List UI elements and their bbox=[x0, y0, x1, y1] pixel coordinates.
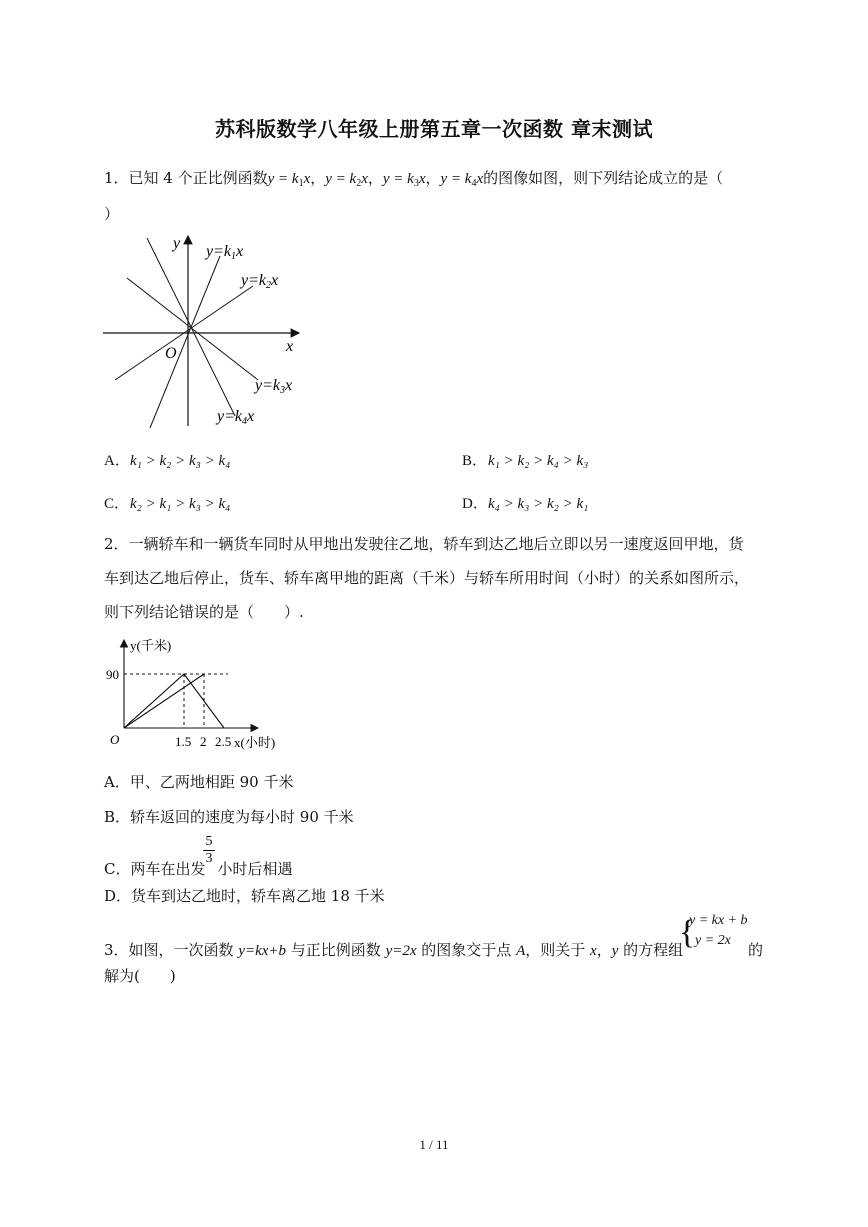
q2-chart bbox=[100, 632, 290, 756]
q1-option-d[interactable]: D．k₄ > k₃ > k₂ > k₁ bbox=[462, 496, 589, 512]
document-page: 苏科版数学八年级上册第五章一次函数 章末测试 1．已知 4 个正比例函数$y = k_1x$，$y = k_2x$，$y = k_3x$，$y = k_4x$的图像如图，则下列结论成立的是（ ） y x O y=k1x y=k2x y=k3x y=k4x A．k₁ > k₂ > k₃ > k₄ B．k₁ > k₂ > k₄ > k₃ C．k₂ > k₁ > k₃ > k₄ D．k₄ > k₃ > k₂ > k₁ 2．一辆轿车和一辆货车同时从甲地出发驶往乙地，轿车到达乙地后立即以另一速度返回甲地，货 车到达乙地后停止，货车、轿车离甲地的距离（千米）与轿车所用时间（小时）的关系如图所示， 则下列结论错误的是（ ）. y(千米) x(小时) O 90 1.5 2 2.5 A．甲、乙两地相距 90 千米 B．轿车返回的速度为每小时 90 千米 C．两车在出发 小时后相遇 $\frac{5}{3}$ D．货车到达乙地时，轿车离乙地 18 千米 3．如图，一次函数 y=kx+b 与正比例函数 y=2x 的图象交于点 A，则关于 x，y 的方程组 { y = kx + b y = 2x 的 解为( ) 1 / 11 bbox=[0, 0, 868, 1227]
q1-line-k4 bbox=[147, 238, 235, 416]
q1-suffix: 的图像如图，则下列结论成立的是（ bbox=[483, 169, 724, 187]
q1-f4: $y = k_4x$ bbox=[440, 171, 484, 189]
q1-label-k1: y=k1x bbox=[206, 243, 244, 262]
q2-stem-line1: 2．一辆轿车和一辆货车同时从甲地出发驶往乙地，轿车到达乙地后立即以另一速度返回甲地，货 bbox=[104, 535, 744, 553]
q1-label-k4: y=k4x bbox=[217, 408, 255, 427]
q2-option-d[interactable]: D．货车到达乙地时，轿车离乙地 18 千米 bbox=[104, 887, 385, 905]
q3-stem-line1: 3．如图，一次函数 y=kx+b 与正比例函数 y=2x 的图象交于点 A，则关于 x，y 的方程组 bbox=[104, 941, 684, 959]
page-number: 1 / 11 bbox=[419, 1137, 449, 1152]
q3-stem-tail: 的 bbox=[748, 941, 764, 959]
q1-option-b[interactable]: B．k₁ > k₂ > k₄ > k₃ bbox=[462, 453, 589, 469]
q1-f1: $y = k_1x$ bbox=[267, 171, 311, 189]
q2-series-car bbox=[124, 674, 224, 728]
q1-f3: $y = k_3x$ bbox=[382, 171, 426, 189]
q2-option-c[interactable]: C．两车在出发 小时后相遇 bbox=[104, 860, 293, 878]
q1-prefix: 1．已知 4 个正比例函数 bbox=[104, 169, 268, 187]
q1-figure bbox=[95, 228, 315, 428]
q2-origin-label: O bbox=[110, 732, 120, 747]
q2-option-b[interactable]: B．轿车返回的速度为每小时 90 千米 bbox=[104, 808, 354, 826]
q1-origin-label: O bbox=[165, 345, 177, 362]
q1-close-paren: ） bbox=[104, 205, 120, 223]
q2-option-c-fraction: $\frac{5}{3}$ bbox=[203, 834, 215, 867]
q1-stem: 1．已知 4 个正比例函数$y = k_1x$，$y = k_2x$，$y = k_3x$，$y = k_4x$的图像如图，则下列结论成立的是（ bbox=[104, 169, 724, 189]
q2-x-tick-2: 2 bbox=[200, 734, 207, 749]
q2-x-tick-1.5: 1.5 bbox=[175, 734, 192, 749]
q2-y-axis-label: y(千米) bbox=[130, 638, 172, 653]
q1-label-k2: y=k2x bbox=[241, 272, 279, 291]
q2-x-axis-label: x(小时) bbox=[234, 735, 276, 750]
q3-stem-line2: 解为( ) bbox=[104, 967, 176, 985]
q2-option-a[interactable]: A．甲、乙两地相距 90 千米 bbox=[104, 773, 294, 791]
q1-f2: $y = k_2x$ bbox=[325, 171, 368, 189]
q2-y-tick-90: 90 bbox=[106, 667, 119, 682]
q2-stem-line3: 则下列结论错误的是（ ）. bbox=[104, 603, 304, 621]
q1-option-c[interactable]: C．k₂ > k₁ > k₃ > k₄ bbox=[104, 496, 231, 512]
q1-option-a[interactable]: A．k₁ > k₂ > k₃ > k₄ bbox=[104, 453, 231, 469]
page-title: 苏科版数学八年级上册第五章一次函数 章末测试 bbox=[215, 117, 653, 141]
q1-axis-y-label: y bbox=[173, 235, 181, 252]
q2-x-tick-2.5: 2.5 bbox=[215, 734, 232, 749]
q2-series-truck bbox=[124, 674, 204, 728]
q2-stem-line2: 车到达乙地后停止，货车、轿车离甲地的距离（千米）与轿车所用时间（小时）的关系如图所示， bbox=[104, 569, 750, 587]
q1-label-k3: y=k3x bbox=[255, 377, 293, 396]
q1-axis-x-label: x bbox=[286, 338, 294, 355]
